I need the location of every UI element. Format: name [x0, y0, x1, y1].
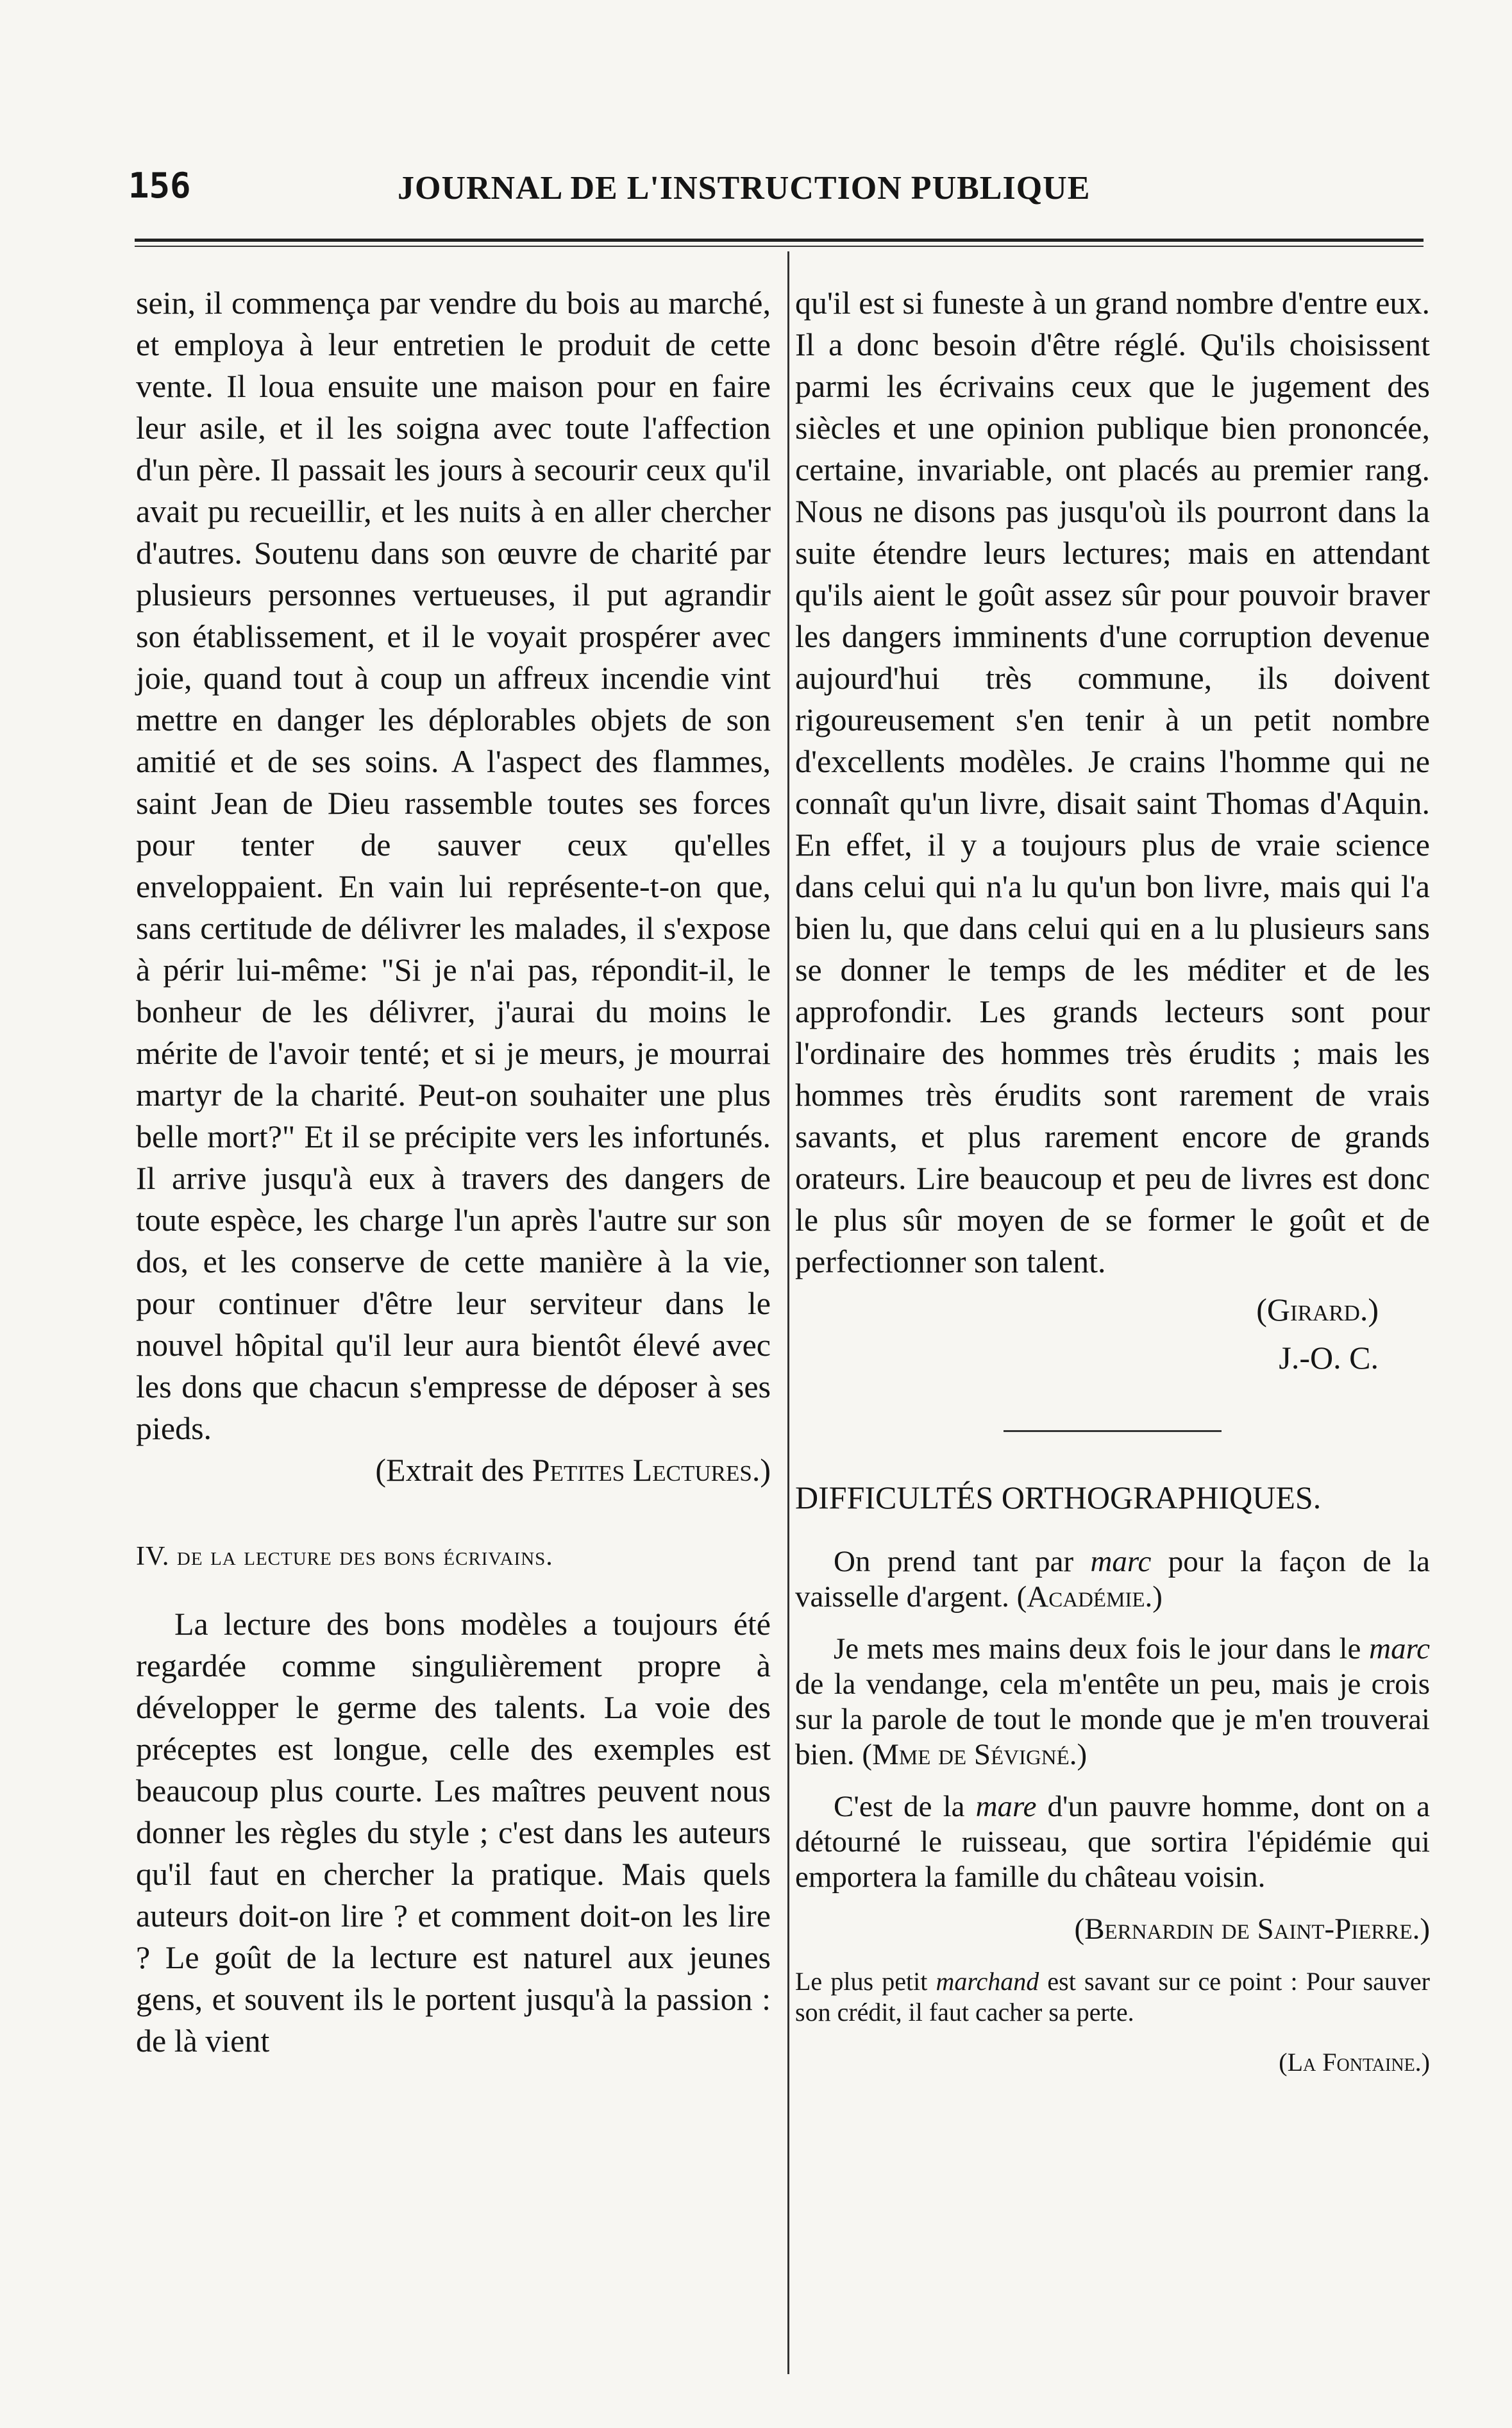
right-column — [795, 282, 1430, 2078]
header-rule — [135, 239, 1424, 242]
column-divider — [787, 251, 789, 2374]
section-heading — [136, 1536, 771, 1578]
quote-item: Le plus petit marchand est savant sur ce point : Pour sauver son crédit, il faut cacher sa perte. — [795, 1967, 1430, 2027]
quote-source: (Académie.) — [1016, 1580, 1163, 1614]
story-continuation: sein, il commença par vendre du bois au marché, et employa à leur entretien le produit de cette vente. Il loua ensuite une maison pour en faire leur asile, et il les soigna avec toute l'affection d'un père. Il passait les jours à secourir ceux qu'il avait pu recueillir, et les nuits à en aller chercher d'autres. Soutenu dans son œuvre de charité par plusieurs personnes vertueuses, il put agrandir son établissement, et il le voyait prospérer avec joie, quand tout à coup un affreux incendie vint mettre en danger les déplorables objets de son amitié et de ses soins. A l'aspect des flammes, saint Jean de Dieu rassemble toutes ses forces pour tenter de sauver ceux qu'elles enveloppaient. En vain lui représente-t-on que, sans certitude de délivrer les malades, il s'expose à périr lui-même: "Si je n'ai pas, répondit-il, le bonheur de les délivrer, j'aurai du moins le mérite de l'avoir tenté; et si je meurs, je mourrai martyr de la charité. Peut-on souhaiter une plus belle mort?" Et il se précipite vers les infortunés. Il arrive jusqu'à eux à travers des dangers de toute espèce, les charge l'un après l'autre sur son dos, et les conserve de cette manière à la vie, pour continuer d'être leur serviteur dans le nouvel hôpital qu'il leur aura bientôt élevé avec les dons que chacun s'empresse de déposer à ses pieds. — [136, 285, 771, 1446]
source-title: Petites Lectures — [532, 1452, 752, 1488]
quote-source: (Mme de Sévigné.) — [862, 1738, 1088, 1771]
section-separator — [1004, 1430, 1222, 1432]
page-header — [128, 165, 1334, 217]
section-title: de la lecture des bons écrivains. — [176, 1542, 553, 1571]
story-source: (Extrait des Petites Lectures.) — [375, 1452, 771, 1488]
quote-source: (Bernardin de Saint-Pierre.) — [1074, 1912, 1430, 1946]
quote-item: Je mets mes mains deux fois le jour dans le marc de la vendange, cela m'entête un peu, mais je crois sur la parole de tout le monde que je m'en trouverai bien. (Mme de Sévigné.) — [795, 1632, 1430, 1771]
header-rule-thin — [135, 246, 1424, 247]
section-text-continued: qu'il est si funeste à un grand nombre d'entre eux. Il a donc besoin d'être réglé. Qu'ils choisissent parmi les écrivains ceux que le jugement des siècles et une opinion publique bien prononcée, certaine, invariable, ont placés au premier rang. Nous ne disons pas jusqu'où ils pourront dans la suite étendre leurs lectures; mais en attendant qu'ils aient le goût assez sûr pour pouvoir braver les dangers imminents d'une corruption devenue aujourd'hui très commune, ils doivent rigoureusement s'en tenir à un petit nombre d'excellents modèles. Je crains l'homme qui ne connaît qu'un livre, disait saint Thomas d'Aquin. En effet, il y a toujours plus de vraie science dans celui qui n'a lu qu'un bon livre, mais qui l'a bien lu, que dans celui qui en a lu plusieurs sans se donner le temps de les méditer et de les approfondir. Les grands lecteurs sont pour l'ordinaire des hommes très érudits ; mais les hommes très érudits sont rarement de vrais savants, et plus rarement encore de grands orateurs. Lire beaucoup et peu de livres est donc le plus sûr moyen de se former le goût et de perfectionner son talent. — [795, 285, 1430, 1279]
difficulties-title: DIFFICULTÉS ORTHOGRAPHIQUES. — [795, 1480, 1322, 1515]
quote-source: (La Fontaine.) — [1279, 2048, 1430, 2077]
page-number: 156 — [128, 165, 191, 206]
section-number: IV. — [136, 1542, 170, 1571]
left-column — [136, 282, 771, 2062]
quote-item: C'est de la mare d'un pauvre homme, dont on a détourné le ruisseau, que sortira l'épidémie qui emportera la famille du château voisin. — [795, 1790, 1430, 1894]
signature: J.-O. C. — [1279, 1340, 1379, 1376]
journal-title: JOURNAL DE L'INSTRUCTION PUBLIQUE — [398, 170, 1091, 207]
quote-item: On prend tant par marc pour la façon de la vaisselle d'argent. (Académie.) — [795, 1545, 1430, 1614]
author-credit: (Girard.) — [1256, 1292, 1379, 1328]
section-text: La lecture des bons modèles a toujours été regardée comme singulièrement propre à développer le germe des talents. La voie des préceptes est longue, celle des exemples est beaucoup plus courte. Les maîtres peuvent nous donner les règles du style ; c'est dans les auteurs qu'il faut en chercher la pratique. Mais quels auteurs doit-on lire ? et comment doit-on les lire ? Le goût de la lecture est naturel aux jeunes gens, et souvent ils le portent jusqu'à la passion : de là vient — [136, 1606, 771, 2059]
